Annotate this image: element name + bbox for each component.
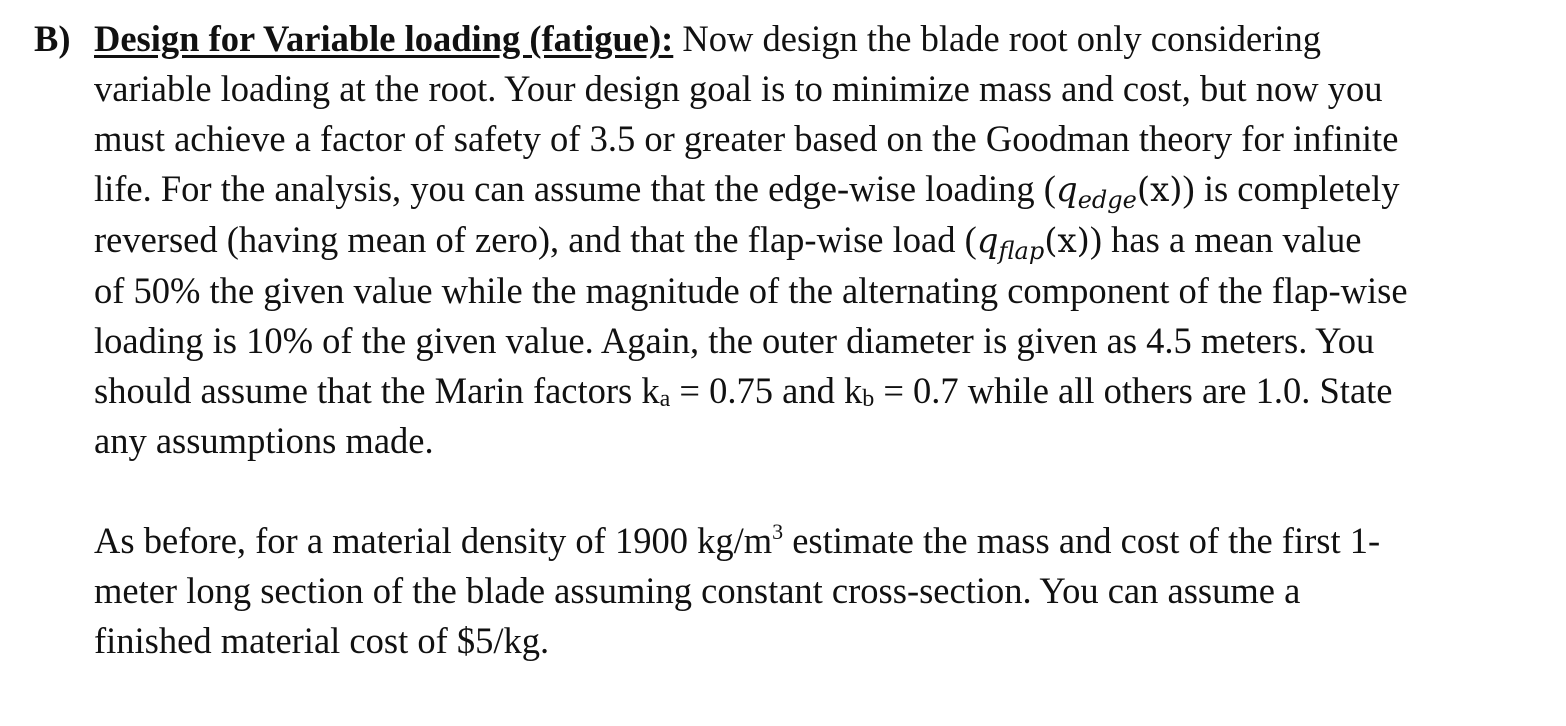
problem-heading: Design for Variable loading (fatigue): (94, 18, 674, 59)
q-edge-expression (1055, 170, 1183, 214)
problem-line-9: any assumptions made. (94, 420, 434, 461)
document-page (34, 14, 1544, 666)
problem-line-4-pre: life. For the analysis, you can assume that the edge-wise loading ( (94, 168, 1056, 209)
ka-subscript: a (659, 386, 671, 412)
problem-line-8-pre: should assume that the Marin factors k (94, 370, 660, 411)
problem-line-7: loading is 10% of the given value. Again, the outer diameter is given as 4.5 meters. You (94, 320, 1375, 361)
followup-line-1-post: estimate the mass and cost of the first 1- (783, 520, 1381, 561)
q-flap-expression (976, 221, 1090, 265)
problem-line-2: variable loading at the root. Your design goal is to minimize mass and cost, but now you (94, 68, 1383, 109)
problem-b (34, 14, 1544, 666)
problem-line-5 (94, 215, 1544, 266)
followup-line-1 (94, 516, 1544, 566)
problem-line-5-post: ) has a mean value (1089, 219, 1362, 260)
density-exponent: 3 (772, 519, 784, 544)
problem-label: B) (34, 18, 71, 59)
problem-line-8-post: = 0.7 while all others are 1.0. State (874, 370, 1393, 411)
q-flap-symbol: q (976, 221, 999, 261)
problem-line-8 (94, 366, 1544, 416)
q-flap-argument: (x) (1044, 221, 1090, 261)
problem-line-4 (94, 164, 1544, 215)
followup-paragraph (94, 516, 1544, 666)
followup-line-2: meter long section of the blade assuming constant cross-section. You can assume a (94, 570, 1301, 611)
problem-line-1-text: Now design the blade root only considering (673, 18, 1322, 59)
problem-line-5-pre: reversed (having mean of zero), and that the flap-wise load ( (94, 219, 977, 260)
problem-line-6: of 50% the given value while the magnitude of the alternating component of the flap-wise (94, 270, 1408, 311)
q-edge-symbol: q (1055, 170, 1078, 210)
problem-line-8-mid: = 0.75 and k (670, 370, 863, 411)
kb-subscript: b (862, 386, 875, 412)
followup-line-3: finished material cost of $5/kg. (94, 620, 550, 661)
problem-line-1 (94, 14, 1544, 64)
problem-line-3: must achieve a factor of safety of 3.5 or greater based on the Goodman theory for infinite (94, 118, 1399, 159)
flap-subscript: flap (998, 237, 1045, 265)
problem-line-4-post: ) is completely (1182, 168, 1400, 209)
edge-subscript: edge (1077, 186, 1137, 214)
q-edge-argument: (x) (1136, 170, 1183, 210)
followup-line-1-pre: As before, for a material density of 1900 kg/m (94, 520, 773, 561)
